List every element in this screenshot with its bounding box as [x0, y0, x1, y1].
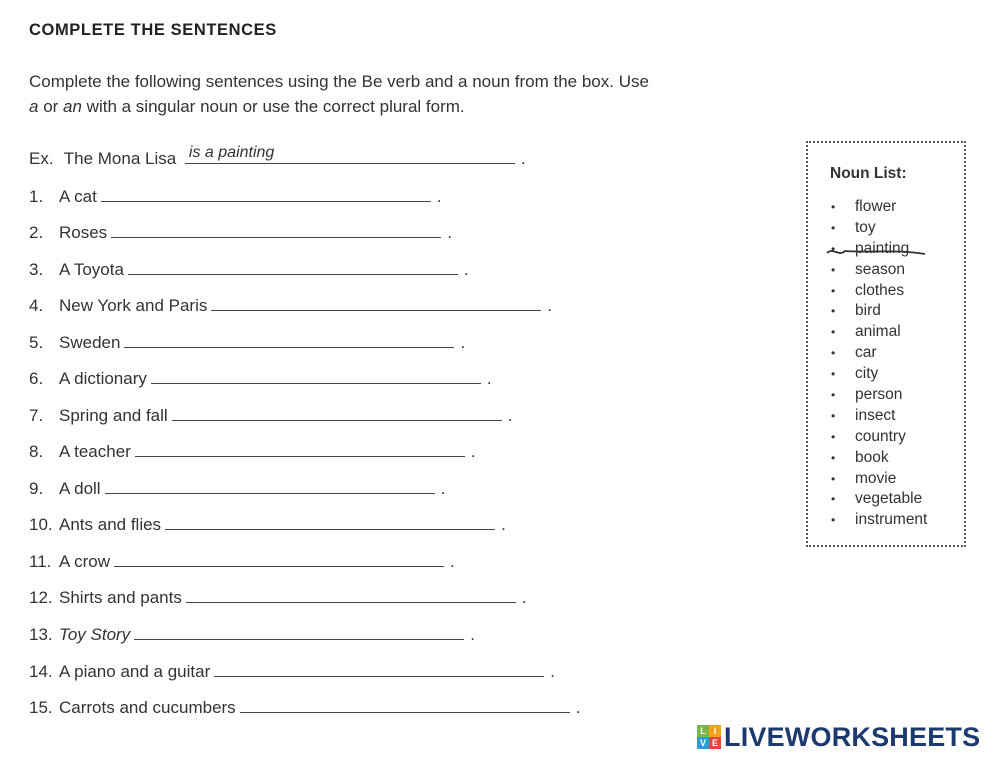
- noun-item-label: season: [855, 260, 905, 278]
- sentence-prompt: Carrots and cucumbers: [59, 698, 236, 717]
- noun-item: [828, 218, 927, 239]
- example-prompt: The Mona Lisa: [63, 149, 177, 168]
- sentence-period: .: [450, 552, 455, 571]
- sentence-row: [29, 366, 492, 390]
- noun-item: [828, 489, 927, 510]
- sentence-row: [29, 403, 512, 427]
- example-answer: is a painting: [188, 144, 275, 161]
- noun-item-label: painting: [855, 239, 910, 257]
- noun-item-label: book: [855, 448, 889, 466]
- sentence-row: [29, 622, 475, 646]
- noun-item-label: person: [855, 386, 903, 404]
- noun-item: [828, 448, 927, 469]
- noun-item: [828, 281, 927, 302]
- answer-blank[interactable]: [186, 585, 516, 603]
- bullet-icon: •: [831, 262, 836, 277]
- sentence-row: [29, 439, 476, 463]
- sentence-number: 4.: [29, 296, 44, 315]
- sentence-prompt: A piano and a guitar: [59, 662, 211, 681]
- sentence-number: 9.: [29, 479, 44, 498]
- sentence-number: 6.: [29, 369, 44, 388]
- sentence-period: .: [575, 698, 581, 717]
- answer-blank[interactable]: [135, 439, 465, 457]
- answer-blank[interactable]: [105, 476, 435, 494]
- noun-item-label: clothes: [855, 281, 905, 299]
- sentence-prompt: A dictionary: [59, 369, 147, 388]
- sentence-prompt: Sweden: [59, 333, 121, 352]
- sentence-number: 8.: [29, 442, 44, 461]
- sentence-period: .: [486, 369, 492, 388]
- sentence-row: [29, 549, 455, 573]
- sentence-prompt: Ants and flies: [59, 515, 162, 534]
- bullet-icon: •: [831, 304, 836, 319]
- sentence-period: .: [463, 260, 469, 279]
- logo-text: LIVEWORKSHEETS: [724, 721, 981, 752]
- sentence-prompt: Shirts and pants: [59, 588, 182, 607]
- noun-item-label: insect: [855, 406, 896, 424]
- answer-blank[interactable]: [214, 659, 544, 677]
- instructions-a: a: [29, 97, 39, 116]
- sentence-row: [29, 476, 445, 500]
- bullet-icon: •: [831, 450, 836, 465]
- example-row: [29, 146, 526, 170]
- noun-item-label: city: [855, 365, 879, 383]
- noun-item: [828, 301, 927, 322]
- liveworksheets-logo: [697, 722, 980, 752]
- bullet-icon: •: [831, 241, 836, 256]
- sentence-row: [29, 659, 555, 683]
- sentence-prompt: Roses: [59, 223, 108, 242]
- bullet-icon: •: [831, 220, 836, 235]
- noun-item: [828, 322, 927, 343]
- example-answer-line: [185, 146, 515, 164]
- noun-item-label: movie: [855, 469, 897, 487]
- bullet-icon: •: [831, 513, 836, 528]
- instructions-text-3: with a singular noun or use the correct plural form.: [81, 97, 465, 116]
- example-label: Ex.: [29, 149, 54, 168]
- sentence-row: [29, 585, 527, 609]
- sentence-number: 7.: [29, 406, 44, 425]
- sentence-number: 5.: [29, 333, 44, 352]
- noun-item: [828, 239, 927, 260]
- sentence-period: .: [436, 187, 442, 206]
- sentence-number: 15.: [29, 698, 53, 717]
- sentence-row: [29, 184, 442, 208]
- sentence-number: 2.: [29, 223, 44, 242]
- bullet-icon: •: [831, 283, 836, 298]
- sentence-row: [29, 330, 465, 354]
- logo-mark-tile: E: [709, 737, 721, 749]
- sentence-prompt: A teacher: [59, 442, 131, 461]
- noun-item-label: instrument: [855, 511, 928, 529]
- answer-blank[interactable]: [211, 293, 541, 311]
- sentence-period: .: [447, 223, 452, 242]
- sentence-period: .: [470, 625, 475, 644]
- sentence-row: [29, 695, 580, 719]
- logo-mark-tile: I: [709, 725, 721, 737]
- answer-blank[interactable]: [165, 512, 495, 530]
- answer-blank[interactable]: [114, 549, 444, 567]
- noun-item-label: bird: [855, 302, 881, 320]
- answer-blank[interactable]: [134, 622, 464, 640]
- sentence-prompt: A crow: [59, 552, 111, 571]
- sentence-prompt: A cat: [59, 187, 97, 206]
- sentence-period: .: [440, 479, 446, 498]
- sentence-prompt: A doll: [59, 479, 101, 498]
- bullet-icon: •: [831, 492, 836, 507]
- instructions-text-2: or: [38, 97, 64, 116]
- bullet-icon: •: [831, 429, 836, 444]
- bullet-icon: •: [831, 325, 836, 340]
- logo-mark-tile: L: [697, 725, 709, 737]
- instructions-an: an: [63, 97, 82, 116]
- bullet-icon: •: [831, 367, 836, 382]
- answer-blank[interactable]: [151, 366, 481, 384]
- noun-item-label: toy: [855, 218, 876, 236]
- sentence-period: .: [470, 442, 476, 461]
- sentence-row: [29, 220, 452, 244]
- sentence-number: 13.: [29, 625, 53, 644]
- sentence-number: 11.: [29, 552, 52, 571]
- bullet-icon: •: [831, 471, 836, 486]
- noun-item-label: flower: [855, 198, 897, 215]
- sentence-number: 14.: [29, 662, 53, 681]
- sentence-period: .: [550, 662, 555, 681]
- sentence-period: .: [547, 296, 553, 315]
- sentence-row: [29, 293, 552, 317]
- answer-blank[interactable]: [240, 695, 570, 713]
- answer-blank[interactable]: [172, 403, 502, 421]
- noun-list-header: Noun List:: [830, 165, 907, 182]
- sentence-period: .: [501, 515, 506, 534]
- example-period: .: [520, 149, 526, 168]
- bullet-icon: •: [831, 200, 836, 214]
- noun-item: [828, 260, 927, 281]
- instructions: [29, 69, 649, 119]
- sentence-prompt: Spring and fall: [59, 406, 168, 425]
- noun-item-label: vegetable: [855, 490, 923, 508]
- sentence-number: 10.: [29, 515, 53, 534]
- bullet-icon: •: [831, 408, 836, 423]
- noun-item-crossed-out: [855, 240, 909, 257]
- sentence-row: [29, 512, 506, 536]
- noun-list-box: [806, 141, 966, 547]
- noun-item-label: country: [855, 427, 906, 445]
- sentence-period: .: [507, 406, 513, 425]
- answer-blank[interactable]: [128, 257, 458, 275]
- answer-blank[interactable]: [124, 330, 454, 348]
- sentence-number: 3.: [29, 260, 44, 279]
- sentence-period: .: [460, 333, 466, 352]
- page-title: COMPLETE THE SENTENCES: [29, 21, 277, 39]
- instructions-text-1: Complete the following sentences using the Be verb and a noun from the box. Use: [29, 72, 649, 91]
- scribble-strike-icon: [825, 241, 935, 261]
- sentence-number: 1.: [29, 187, 44, 206]
- noun-item: [828, 406, 927, 427]
- sentence-period: .: [521, 588, 527, 607]
- noun-item: [828, 197, 927, 218]
- sentence-number: 12.: [29, 588, 53, 607]
- bullet-icon: •: [831, 346, 836, 361]
- noun-item-label: car: [855, 344, 877, 362]
- noun-item: [828, 364, 927, 385]
- noun-item: [828, 510, 927, 531]
- sentence-row: [29, 257, 469, 281]
- answer-blank[interactable]: [101, 184, 431, 202]
- noun-item: [828, 385, 927, 406]
- noun-list: [828, 197, 927, 531]
- bullet-icon: •: [831, 388, 836, 403]
- noun-item: [828, 343, 927, 364]
- sentence-prompt: New York and Paris: [59, 296, 208, 315]
- sentence-prompt: A Toyota: [59, 260, 124, 279]
- sentence-prompt: Toy Story: [59, 625, 131, 644]
- logo-mark-icon: [697, 725, 721, 749]
- noun-item: [828, 469, 927, 490]
- answer-blank[interactable]: [111, 220, 441, 238]
- noun-item-label: animal: [855, 323, 901, 341]
- noun-item: [828, 427, 927, 448]
- logo-mark-tile: V: [697, 737, 709, 749]
